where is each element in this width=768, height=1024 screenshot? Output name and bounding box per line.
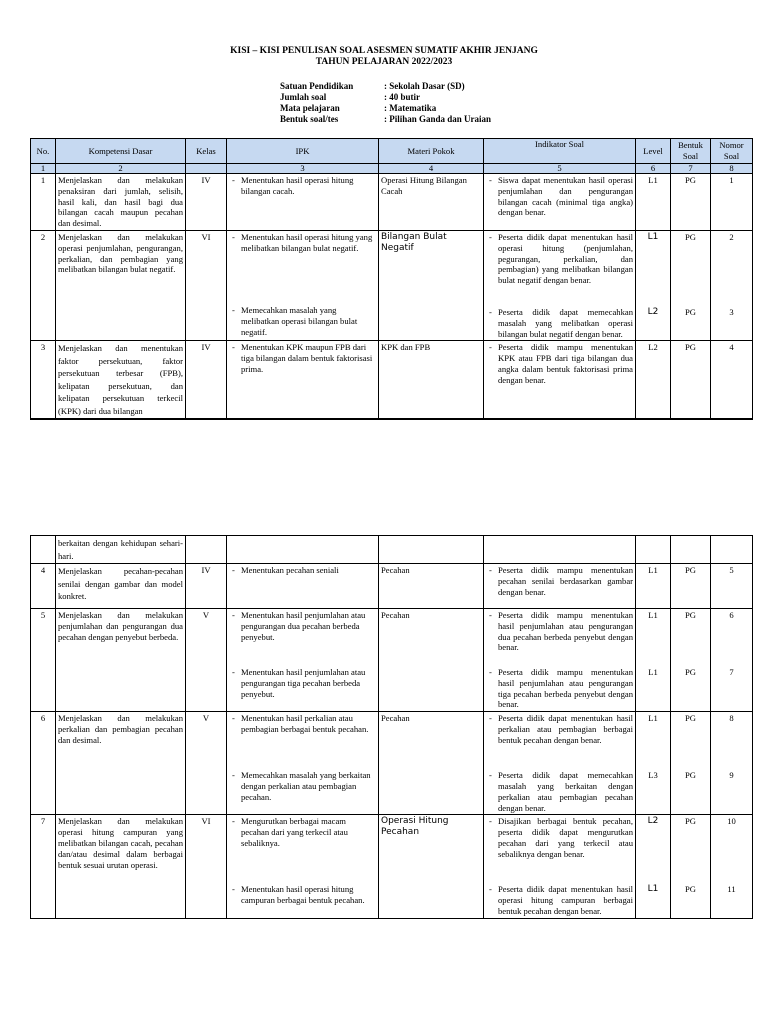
row-no: 6: [31, 712, 56, 815]
header-indikator-soal: Indikator Soal: [484, 139, 636, 164]
row-kelas: IV: [186, 341, 227, 420]
meta-key: Mata pelajaran: [280, 103, 340, 113]
kisi-table-page-1: [30, 138, 753, 420]
row-indikator: [484, 341, 636, 420]
bentuk-item: PG: [685, 713, 696, 724]
indikator-item: - Peserta didik dapat memecahkan masalah yang berkaitan dengan perkalian atau pembagian pecahan dengan benar.: [486, 770, 633, 813]
row-level: L1: [636, 174, 671, 231]
row-materi: Bilangan Bulat Negatif: [379, 230, 484, 340]
nomor-item: 10: [727, 816, 736, 827]
row-materi: Operasi Hitung Pecahan: [379, 815, 484, 918]
row-kompetensi-dasar: Menjelaskan dan melakukan penaksiran dari jumlah, selisih, hasil kali, dan hasil bagi dua bilangan cacah maupun pecahan dan desimal.: [56, 174, 186, 231]
row-nomor: 5: [711, 564, 753, 609]
bentuk-item: PG: [685, 770, 696, 781]
row-level: [636, 609, 671, 712]
row-kelas: VI: [186, 815, 227, 918]
header-kompetensi-dasar: Kompetensi Dasar: [56, 139, 186, 164]
bentuk-item: PG: [685, 816, 696, 827]
ipk-item: - Menentukan KPK maupun FPB dari tiga bilangan dalam bentuk faktorisasi prima.: [229, 342, 376, 374]
row-blank: [484, 536, 636, 564]
level-item: L1: [647, 884, 659, 895]
row-ipk: [227, 564, 379, 609]
column-number: 7: [671, 164, 711, 174]
ipk-item: - Memecahkan masalah yang berkaitan dengan perkalian atau pembagian pecahan.: [229, 770, 376, 802]
row-ipk: [227, 230, 379, 340]
indikator-item: - Peserta didik dapat menentukan hasil operasi hitung (penjumlahan, pegurangan, perkalian, dan pembagian) yang melibatkan bilangan bulat negatif dengan benar.: [486, 232, 633, 307]
nomor-item: 2: [729, 231, 734, 242]
row-level: [636, 712, 671, 815]
column-number: 8: [711, 164, 753, 174]
meta-value: : Sekolah Dasar (SD): [384, 81, 465, 91]
row-ipk: [227, 174, 379, 231]
table-row: [31, 230, 753, 340]
indikator-item: - Disajikan berbagai bentuk pecahan, peserta didik dapat mengurutkan pecahan dari yang terkecil atau sebaliknya dengan benar.: [486, 816, 633, 884]
row-indikator: [484, 609, 636, 712]
header-no: No.: [31, 139, 56, 164]
row-materi: Pecahan: [379, 712, 484, 815]
level-item: L2: [647, 816, 659, 827]
row-blank: [636, 536, 671, 564]
level-item: L1: [648, 667, 658, 677]
level-item: L1: [648, 610, 658, 620]
row-kelas: IV: [186, 564, 227, 609]
header-nomor-soal: Nomor Soal: [711, 139, 753, 164]
row-level: L2: [636, 341, 671, 420]
column-number-row: [31, 164, 753, 174]
row-nomor: [711, 815, 753, 918]
row-indikator: [484, 174, 636, 231]
row-kompetensi-dasar: berkaitan dengan kehidupan sehari-hari.: [56, 536, 186, 564]
row-bentuk: [671, 609, 711, 712]
nomor-item: 9: [729, 770, 734, 781]
row-kompetensi-dasar: Menjelaskan pecahan-pecahan senilai dengan gambar dan model konkret.: [56, 564, 186, 609]
row-ipk: [227, 712, 379, 815]
row-nomor: 4: [711, 341, 753, 420]
row-no: 2: [31, 230, 56, 340]
level-item: L1: [648, 713, 658, 724]
header-kelas: Kelas: [186, 139, 227, 164]
row-ipk: [227, 341, 379, 420]
row-kelas: VI: [186, 230, 227, 340]
ipk-item: - Menentukan hasil operasi hitung yang melibatkan bilangan bulat negatif.: [229, 232, 376, 305]
row-kompetensi-dasar: Menjelaskan dan melakukan operasi hitung campuran yang melibatkan bilangan cacah, pecahan dan/atau desimal dalam berbagai bentuk sesuai urutan operasi.: [56, 815, 186, 918]
meta-key: Jumlah soal: [280, 92, 327, 102]
row-nomor: [711, 609, 753, 712]
row-blank: [711, 536, 753, 564]
row-bentuk: PG: [671, 564, 711, 609]
row-indikator: [484, 712, 636, 815]
row-blank: [186, 536, 227, 564]
header-level: Level: [636, 139, 671, 164]
row-indikator: [484, 564, 636, 609]
meta-key: Satuan Pendidikan: [280, 81, 354, 91]
column-number: 1: [31, 164, 56, 174]
nomor-item: 3: [729, 306, 734, 317]
row-kelas: V: [186, 609, 227, 712]
row-no: 4: [31, 564, 56, 609]
bentuk-item: PG: [685, 667, 696, 677]
row-kompetensi-dasar: Menjelaskan dan menentukan faktor persekutuan, faktor persekutuan terbesar (FPB), kelipatan persekutuan, dan kelipatan persekutuan terkecil (KPK) dari dua bilangan: [56, 341, 186, 420]
bentuk-item: PG: [685, 231, 696, 242]
indikator-item: - Siswa dapat menentukan hasil operasi penjumlahan dan pengurangan bilangan cacah (minimal tiga angka) dengan benar.: [486, 175, 633, 218]
row-level: [636, 815, 671, 918]
ipk-item: - Menentukan hasil perkalian atau pembagian berbagai bentuk pecahan.: [229, 713, 376, 770]
row-no: 1: [31, 174, 56, 231]
row-no: 5: [31, 609, 56, 712]
indikator-item: - Peserta didik dapat memecahkan masalah yang melibatkan operasi bilangan bulat negatif dengan benar.: [486, 307, 633, 339]
bentuk-item: PG: [685, 884, 696, 895]
row-blank: [379, 536, 484, 564]
row-level: [636, 230, 671, 340]
row-bentuk: PG: [671, 341, 711, 420]
row-no-blank: [31, 536, 56, 564]
table-row: [31, 341, 753, 420]
row-materi: Pecahan: [379, 609, 484, 712]
row-bentuk: [671, 712, 711, 815]
meta-value: : Pilihan Ganda dan Uraian: [384, 114, 492, 124]
row-no: 7: [31, 815, 56, 918]
indikator-item: - Peserta didik dapat menentukan hasil operasi hitung campuran berbagai bentuk pecahan dengan benar.: [486, 884, 633, 916]
ipk-item: - Menentukan pecahan seniali: [229, 565, 376, 576]
row-bentuk: [671, 230, 711, 340]
indikator-item: - Peserta didik dapat menentukan hasil perkalian atau pembagian berbagai bentuk pecahan dengan benar.: [486, 713, 633, 770]
row-kompetensi-dasar: Menjelaskan dan melakukan perkalian dan pembagian pecahan dan desimal.: [56, 712, 186, 815]
column-number-blank: [186, 164, 227, 174]
table-row: [31, 609, 753, 712]
header-ipk: IPK: [227, 139, 379, 164]
document-meta: [280, 81, 491, 125]
row-nomor: 1: [711, 174, 753, 231]
meta-row: [280, 103, 491, 114]
column-number: 2: [56, 164, 186, 174]
meta-value: : Matematika: [384, 103, 437, 113]
table-header-row: [31, 139, 753, 164]
row-materi: KPK dan FPB: [379, 341, 484, 420]
ipk-item: - Memecahkan masalah yang melibatkan operasi bilangan bulat negatif.: [229, 305, 376, 337]
row-kelas: V: [186, 712, 227, 815]
meta-row: [280, 81, 491, 92]
row-blank: [671, 536, 711, 564]
header-materi-pokok: Materi Pokok: [379, 139, 484, 164]
ipk-item: - Mengurutkan berbagai macam pecahan dari yang terkecil atau sebaliknya.: [229, 816, 376, 884]
row-nomor: [711, 712, 753, 815]
table-row-continued: [31, 536, 753, 564]
row-ipk: [227, 609, 379, 712]
row-level: L1: [636, 564, 671, 609]
bentuk-item: PG: [685, 610, 696, 620]
row-bentuk: PG: [671, 174, 711, 231]
meta-key: Bentuk soal/tes: [280, 114, 339, 124]
ipk-item: - Menentukan hasil penjumlahan atau pengurangan dua pecahan berbeda penyebut.: [229, 610, 376, 667]
meta-value: : 40 butir: [384, 92, 420, 102]
row-kompetensi-dasar: Menjelaskan dan melakukan operasi penjumlahan, pengurangan, perkalian, dan pembagian yang melibatkan bilangan bulat negatif.: [56, 230, 186, 340]
meta-row: [280, 92, 491, 103]
ipk-item: - Menentukan hasil penjumlahan atau pengurangan tiga pecahan berbeda penyebut.: [229, 667, 376, 699]
level-item: L2: [647, 306, 659, 317]
row-indikator: [484, 230, 636, 340]
meta-row: [280, 114, 491, 125]
table-row: [31, 712, 753, 815]
nomor-item: 6: [729, 610, 734, 620]
bentuk-item: PG: [685, 306, 696, 317]
indikator-item: - Peserta didik mampu menentukan pecahan senilai berdasarkan gambar dengan benar.: [486, 565, 633, 597]
row-blank: [227, 536, 379, 564]
row-kompetensi-dasar: Menjelaskan dan melakukan penjumlahan dan pengurangan dua pecahan dengan penyebut berbeda.: [56, 609, 186, 712]
column-number: 3: [227, 164, 379, 174]
ipk-item: - Menentukan hasil operasi hitung campuran berbagai bentuk pecahan.: [229, 884, 376, 906]
header-bentuk-soal: Bentuk Soal: [671, 139, 711, 164]
document-title: KISI – KISI PENULISAN SOAL ASESMEN SUMATIF AKHIR JENJANG: [230, 46, 538, 56]
level-item: L3: [648, 770, 658, 781]
row-kelas: IV: [186, 174, 227, 231]
indikator-item: - Peserta didik mampu menentukan KPK atau FPB dari tiga bilangan dua angka dalam bentuk faktorisasi prima dengan benar.: [486, 342, 633, 385]
table-row: [31, 815, 753, 918]
row-ipk: [227, 815, 379, 918]
table-row: [31, 564, 753, 609]
row-bentuk: [671, 815, 711, 918]
column-number: 5: [484, 164, 636, 174]
document-subtitle: TAHUN PELAJARAN 2022/2023: [315, 57, 453, 67]
row-indikator: [484, 815, 636, 918]
table-row: [31, 174, 753, 231]
ipk-item: - Menentukan hasil operasi hitung bilangan cacah.: [229, 175, 376, 197]
level-item: L1: [647, 231, 659, 242]
kisi-table-page-2: [30, 535, 753, 919]
column-number: 4: [379, 164, 484, 174]
row-materi: Operasi Hitung Bilangan Cacah: [379, 174, 484, 231]
nomor-item: 11: [727, 884, 736, 895]
nomor-item: 8: [729, 713, 734, 724]
nomor-item: 7: [729, 667, 734, 677]
row-no: 3: [31, 341, 56, 420]
row-nomor: [711, 230, 753, 340]
row-materi: Pecahan: [379, 564, 484, 609]
column-number: 6: [636, 164, 671, 174]
indikator-item: - Peserta didik mampu menentukan hasil penjumlahan atau pengurangan dua pecahan berbeda penyebut dengan benar.: [486, 610, 633, 667]
indikator-item: - Peserta didik mampu menentukan hasil penjumlahan atau pengurangan tiga pecahan berbeda penyebut dengan benar.: [486, 667, 633, 710]
